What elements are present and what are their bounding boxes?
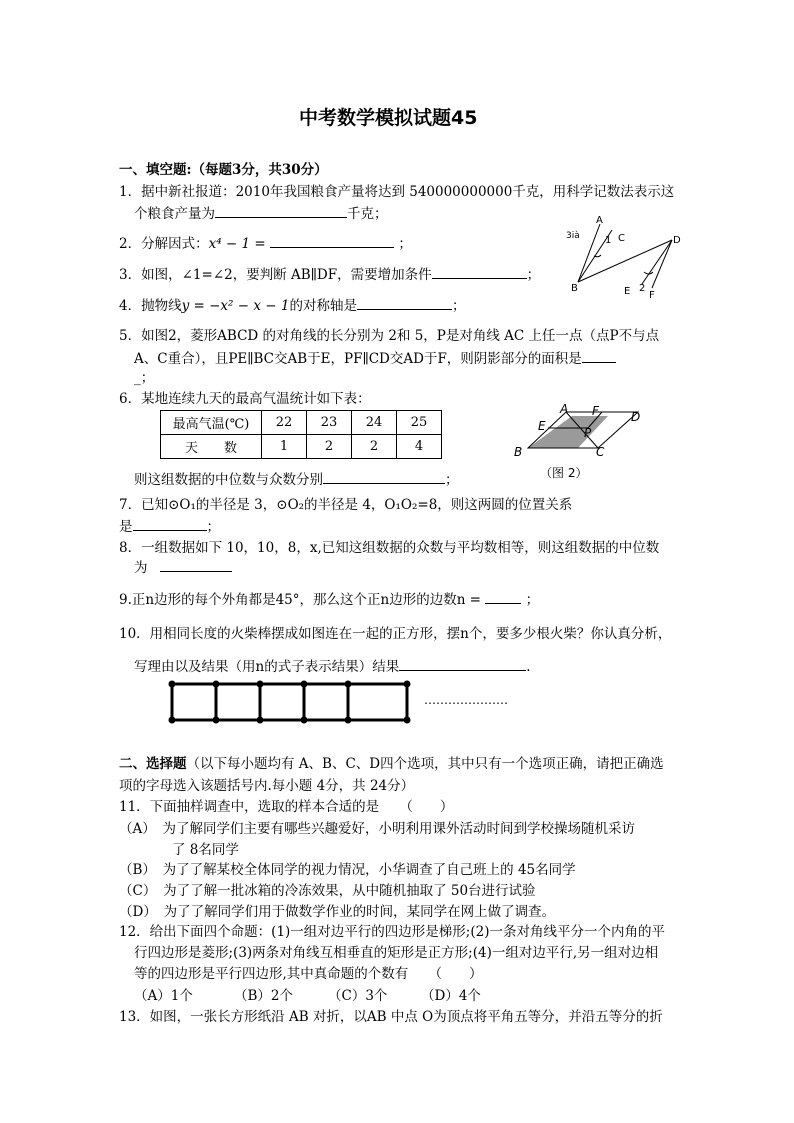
table-cell: 25 — [397, 411, 442, 435]
fig1-label-2: 2 — [639, 283, 646, 294]
q1-suffix: 千克； — [347, 206, 388, 222]
section2-intro-line1 — [119, 754, 664, 774]
q5-line2 — [134, 348, 616, 369]
q8-line2 — [134, 557, 232, 578]
q12-option-b: （B）2个 — [234, 988, 294, 1004]
q6-text: 则这组数据的中位数与众数分别 — [134, 472, 323, 488]
q12-line2: 行四边形是菱形;(3)两条对角线互相垂直的矩形是正方形;(4)一组对边平行,另一组对边相 — [134, 945, 659, 961]
q4-answer-blank[interactable] — [357, 295, 452, 310]
q6-end: ； — [445, 472, 459, 488]
table-cell: 4 — [397, 435, 442, 459]
q4-line — [119, 295, 465, 316]
q7-end: ； — [206, 519, 220, 535]
table-cell: 23 — [307, 411, 352, 435]
fig1-label-a: A — [596, 215, 603, 226]
q9-end: ； — [525, 592, 540, 608]
table-header-cell: 最高气温(℃) — [161, 411, 262, 435]
q6-line2 — [134, 469, 459, 490]
q1-prefix: 个粮食产量为 — [134, 206, 215, 222]
table-cell: 2 — [307, 435, 352, 459]
q7-line2 — [119, 516, 220, 537]
q11-option-a-line1: （A） 为了解同学们主要有哪些兴趣爱好，小明利用课外活动时间到学校操场随机采访 — [119, 821, 635, 837]
fig1-label-1: 1 — [605, 235, 612, 246]
fig2-label-b: B — [514, 445, 523, 459]
q8-prefix: 为 — [134, 560, 148, 576]
q7-line1: 7．已知⊙O₁的半径是 3，⊙O₂的半径是 4，O₁O₂=8，则这两圆的位置关系 — [119, 497, 573, 513]
q2-expression: x⁴ − 1 = — [208, 236, 266, 252]
q5-answer-blank[interactable] — [582, 348, 616, 363]
q9-line — [119, 589, 539, 610]
q5-line1: 5．如图2，菱形ABCD 的对角线的长分别为 2和 5，P是对角线 AC 上任一点（点P不与点 — [119, 328, 660, 344]
table-cell: 22 — [262, 411, 307, 435]
table-cell: 2 — [352, 435, 397, 459]
matchstick-continuation-dots: ………………… — [424, 693, 508, 707]
fig1-label-d: D — [673, 235, 681, 246]
matchstick-squares-figure — [164, 680, 416, 726]
figure-1-diagram — [560, 212, 690, 302]
fig2-label-d: D — [631, 410, 641, 424]
table-cell: 1 — [262, 435, 307, 459]
q3-end: ； — [526, 267, 541, 283]
fig2-label-f: F — [592, 404, 599, 418]
q12-line3: 等的四边形是平行四边形,其中真命题的个数有 （ ） — [134, 966, 483, 982]
q4-mid: 的对称轴是 — [289, 298, 357, 314]
q1-answer-blank[interactable] — [215, 203, 347, 218]
q6-line1: 6．某地连续九天的最高气温统计如下表： — [119, 391, 371, 407]
q1-line2 — [134, 203, 388, 224]
fig1-label-f: F — [649, 290, 655, 301]
page-title: 中考数学模拟试题45 — [299, 107, 478, 129]
section2-heading: 二、选择题 — [119, 756, 187, 772]
section2-intro-a: （以下每小题均有 A、B、C、D四个选项，其中只有一个选项正确，请把正确选 — [186, 756, 664, 772]
fig1-label-e: E — [624, 286, 631, 297]
q7-prefix: 是 — [119, 519, 133, 535]
q10-end: . — [526, 659, 531, 675]
q7-answer-blank[interactable] — [133, 516, 207, 531]
q3-line — [119, 264, 540, 285]
table-header-cell: 天 数 — [161, 435, 262, 459]
q11-option-c: （C） 为了了解一批冰箱的冷冻效果，从中随机抽取了 50台进行试验 — [119, 883, 536, 899]
table-row — [161, 435, 442, 459]
fig2-label-a: A — [560, 404, 569, 416]
section1-heading: 一、填空题:（每题3分，共30分） — [119, 162, 328, 178]
q10-text: 写理由以及结果（用n的式子表示结果）结果 — [134, 659, 400, 675]
q5-line3: _； — [134, 370, 155, 386]
fig1-label-artifact: 3ià — [566, 231, 580, 241]
table-cell: 24 — [352, 411, 397, 435]
q9-text: 9.正n边形的每个外角都是45°，那么这个正n边形的边数n = — [119, 592, 481, 608]
q9-answer-blank[interactable] — [485, 589, 521, 604]
q12-option-d: （D）4个 — [421, 988, 481, 1004]
q4-prefix: 4．抛物线 — [119, 298, 182, 314]
fig1-label-b: B — [571, 283, 578, 294]
q11-option-b: （B） 为了了解某校全体同学的视力情况，小华调查了自己班上的 45名同学 — [119, 862, 576, 878]
fig1-label-c: C — [618, 233, 625, 244]
q3-text: 3．如图，∠1=∠2，要判断 AB∥DF，需要增加条件 — [119, 267, 432, 283]
fig2-caption: （图 2） — [540, 466, 588, 480]
q12-line1: 12．给出下面四个命题：(1)一组对边平行的四边形是梯形;(2)一条对角线平分一个内角的平 — [119, 924, 665, 940]
q6-answer-blank[interactable] — [323, 469, 445, 484]
q11-line: 11．下面抽样调查中，选取的样本合适的是 （ ） — [119, 799, 454, 815]
q10-answer-blank[interactable] — [399, 656, 526, 671]
figure-2-diagram — [508, 404, 658, 484]
q10-line2 — [134, 656, 531, 677]
q2-prefix: 2．分解因式： — [119, 236, 209, 252]
q12-option-c: （C）3个 — [328, 988, 388, 1004]
q4-expression: y = −x² − x − 1 — [181, 298, 290, 314]
q4-end: ； — [451, 298, 466, 314]
q1-line1: 1．据中新社报道：2010年我国粮食产量将达到 540000000000千克，用科学记数法表示这 — [119, 184, 675, 200]
q10-line1: 10．用相同长度的火柴棒摆成如图连在一起的正方形，摆n个，要多少根火柴？你认真分析， — [119, 626, 672, 642]
q11-option-d: （D） 为了了解同学们用于做数学作业的时间，某同学在网上做了调查。 — [119, 904, 556, 920]
q12-option-a: （A）1个 — [134, 988, 193, 1004]
q5-text: A、C重合），且PE∥BC交AB于E，PF∥CD交AD于F，则阴影部分的面积是 — [134, 351, 582, 367]
q8-answer-blank[interactable] — [160, 557, 232, 572]
q6-temperature-table — [160, 410, 442, 459]
q3-answer-blank[interactable] — [432, 264, 527, 279]
section2-intro-line2: 项的字母选入该题括号内.每小题 4分，共 24分） — [119, 778, 415, 794]
q2-line — [119, 233, 412, 254]
q13-line1: 13．如图，一张长方形纸沿 AB 对折，以AB 中点 O为顶点将平角五等分，并沿五等分的折 — [119, 1009, 663, 1025]
table-row — [161, 411, 442, 435]
fig2-label-e: E — [538, 419, 546, 433]
q2-answer-blank[interactable] — [270, 233, 394, 248]
q8-line1: 8．一组数据如下 10，10，8，x,已知这组数据的众数与平均数相等，则这组数据的中位数 — [119, 540, 660, 556]
q2-end: ； — [398, 236, 412, 252]
fig2-label-c: C — [596, 445, 605, 459]
fig1-angle-2-arc — [644, 272, 653, 274]
fig2-label-p: P — [584, 426, 592, 440]
q11-option-a-line2: 了 8名同学 — [172, 842, 239, 858]
